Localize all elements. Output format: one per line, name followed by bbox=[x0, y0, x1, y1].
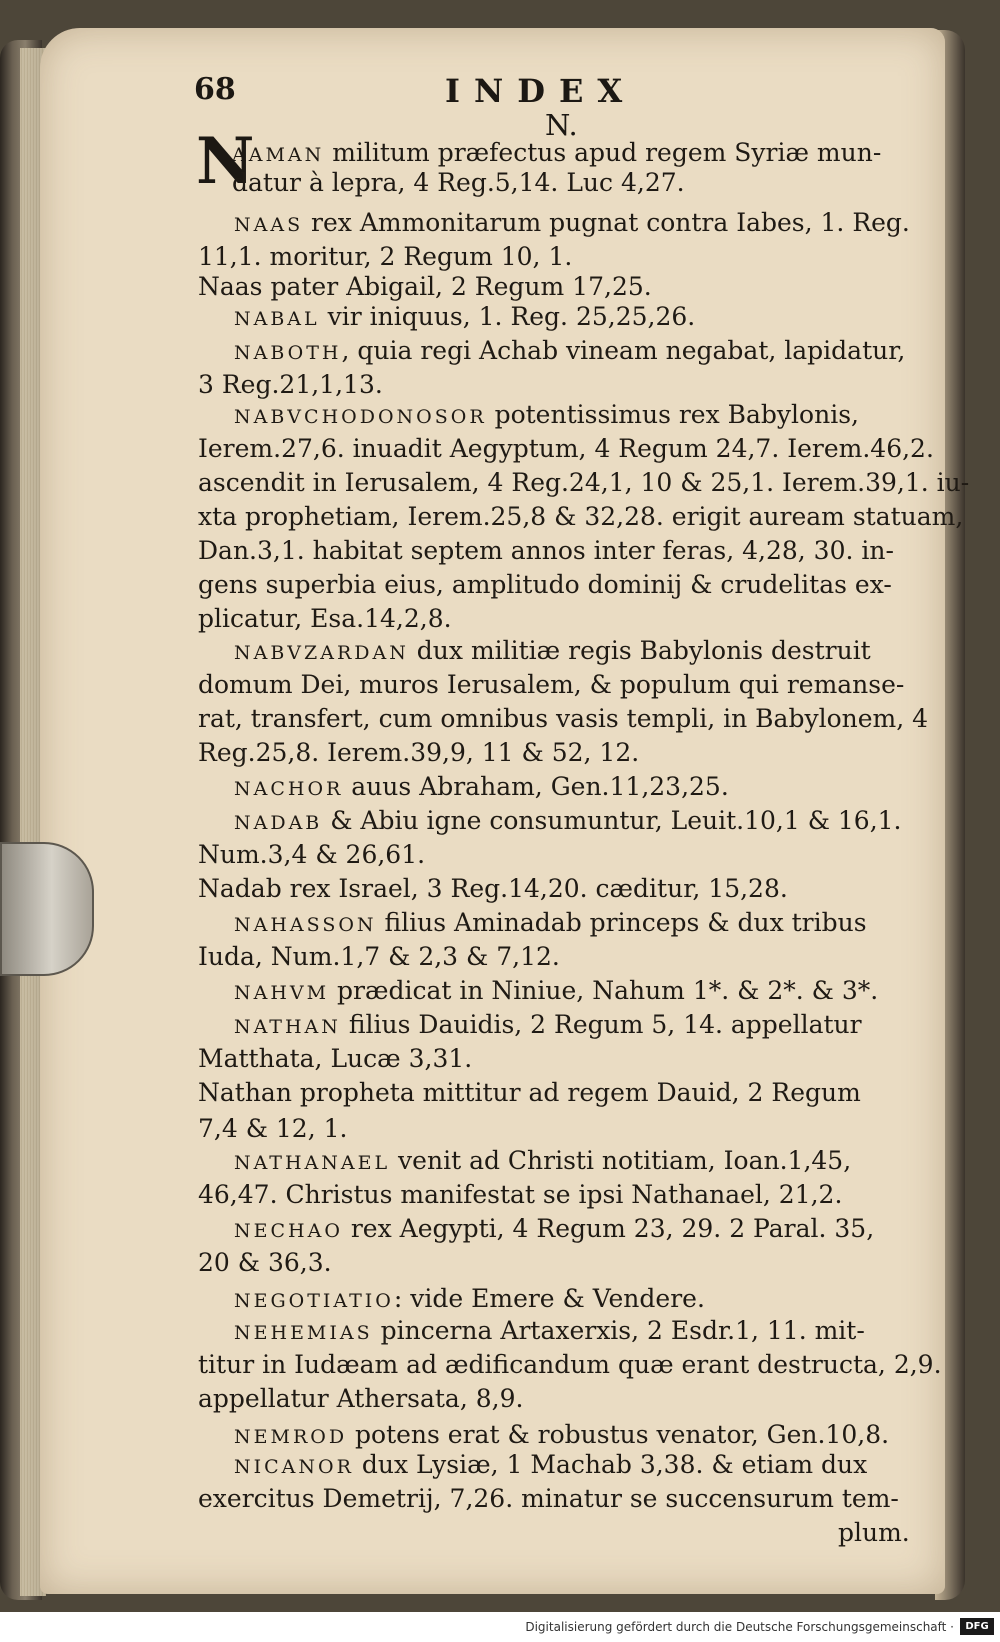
entry-headword: NABAL bbox=[234, 308, 320, 330]
index-line bbox=[234, 636, 871, 668]
entry-text: 20 & 36,3. bbox=[198, 1248, 332, 1277]
footer-credit: Digitalisierung gefördert durch die Deutsche Forschungsgemeinschaft · bbox=[525, 1620, 954, 1634]
index-line bbox=[198, 468, 969, 498]
index-line bbox=[198, 502, 963, 532]
index-line bbox=[198, 1114, 347, 1144]
entry-text: Matthata, Lucæ 3,31. bbox=[198, 1044, 473, 1073]
entry-text: militum præfectus apud regem Syriæ mun- bbox=[324, 138, 882, 167]
index-line bbox=[234, 1284, 705, 1316]
entry-text: 46,47. Christus manifestat se ipsi Nathanael, 21,2. bbox=[198, 1180, 843, 1209]
index-line bbox=[198, 1484, 899, 1514]
index-line bbox=[234, 1450, 867, 1482]
index-line bbox=[838, 1518, 910, 1548]
footer bbox=[0, 1612, 1000, 1642]
entry-text: potentissimus rex Babylonis, bbox=[486, 400, 859, 429]
entry-text: plum. bbox=[838, 1518, 910, 1547]
entry-text: auus Abraham, Gen.11,23,25. bbox=[343, 772, 729, 801]
entry-text: datur à lepra, 4 Reg.5,14. Luc 4,27. bbox=[232, 168, 685, 197]
index-line bbox=[198, 536, 894, 566]
entry-headword: NAHVM bbox=[234, 982, 330, 1004]
entry-text: : vide Emere & Vendere. bbox=[393, 1284, 705, 1313]
entry-text: filius Dauidis, 2 Regum 5, 14. appellatur bbox=[340, 1010, 862, 1039]
index-line bbox=[234, 806, 902, 838]
entry-text: Iuda, Num.1,7 & 2,3 & 7,12. bbox=[198, 942, 560, 971]
index-line bbox=[198, 1384, 523, 1414]
running-head: INDEX bbox=[445, 72, 637, 110]
drop-cap: N bbox=[196, 124, 255, 199]
entry-headword: NEHEMIAS bbox=[234, 1322, 373, 1344]
index-line bbox=[198, 942, 560, 972]
entry-text: 11,1. moritur, 2 Regum 10, 1. bbox=[198, 242, 573, 271]
entry-text: domum Dei, muros Ierusalem, & populum qui remanse- bbox=[198, 670, 905, 699]
book-clasp bbox=[0, 842, 94, 976]
entry-text: titur in Iudæam ad ædificandum quæ erant destructa, 2,9. bbox=[198, 1350, 942, 1379]
index-line bbox=[234, 1420, 889, 1452]
entry-text: pincerna Artaxerxis, 2 Esdr.1, 11. mit- bbox=[372, 1316, 865, 1345]
entry-text: venit ad Christi notitiam, Ioan.1,45, bbox=[390, 1146, 852, 1175]
index-line bbox=[234, 1146, 851, 1178]
entry-text: Reg.25,8. Ierem.39,9, 11 & 52, 12. bbox=[198, 738, 640, 767]
entry-text: exercitus Demetrij, 7,26. minatur se succensurum tem- bbox=[198, 1484, 899, 1513]
entry-text: , quia regi Achab vineam negabat, lapidatur, bbox=[341, 336, 906, 365]
entry-headword: NABVZARDAN bbox=[234, 642, 409, 664]
entry-headword: NECHAO bbox=[234, 1220, 343, 1242]
section-letter: N. bbox=[545, 108, 578, 142]
entry-text: Num.3,4 & 26,61. bbox=[198, 840, 426, 869]
index-line bbox=[234, 1010, 862, 1042]
index-line bbox=[234, 976, 878, 1008]
index-line bbox=[198, 1078, 861, 1108]
entry-headword: NABOTH bbox=[234, 342, 342, 364]
index-line bbox=[198, 370, 383, 400]
index-line bbox=[198, 670, 904, 700]
entry-headword: NADAB bbox=[234, 812, 323, 834]
index-line bbox=[198, 704, 928, 734]
entry-headword: NAHASSON bbox=[234, 914, 377, 936]
index-line bbox=[234, 400, 859, 432]
index-line bbox=[198, 604, 452, 634]
entry-headword: NICANOR bbox=[234, 1456, 354, 1478]
index-line bbox=[234, 1214, 874, 1246]
entry-text: gens superbia eius, amplitudo dominij & crudelitas ex- bbox=[198, 570, 892, 599]
entry-text: dux Lysiæ, 1 Machab 3,38. & etiam dux bbox=[353, 1450, 868, 1479]
index-line bbox=[198, 1350, 942, 1380]
entry-text: dux militiæ regis Babylonis destruit bbox=[408, 636, 871, 665]
index-line bbox=[198, 840, 425, 870]
entry-text: Nadab rex Israel, 3 Reg.14,20. cæditur, 15,28. bbox=[198, 874, 788, 903]
entry-headword: NABVCHODONOSOR bbox=[234, 406, 487, 428]
entry-text: ascendit in Ierusalem, 4 Reg.24,1, 10 & 25,1. Ierem.39,1. iu- bbox=[198, 468, 970, 497]
index-line bbox=[234, 772, 729, 804]
index-line bbox=[198, 1044, 472, 1074]
index-line bbox=[234, 908, 867, 940]
entry-text: Dan.3,1. habitat septem annos inter feras, 4,28, 30. in- bbox=[198, 536, 894, 565]
entry-text: Naas pater Abigail, 2 Regum 17,25. bbox=[198, 272, 652, 301]
index-line bbox=[198, 1248, 332, 1278]
entry-text: & Abiu igne consumuntur, Leuit.10,1 & 16,1. bbox=[322, 806, 902, 835]
entry-text: vir iniquus, 1. Reg. 25,25,26. bbox=[319, 302, 696, 331]
entry-headword: NATHANAEL bbox=[234, 1152, 391, 1174]
index-line bbox=[232, 168, 685, 198]
entry-text: appellatur Athersata, 8,9. bbox=[198, 1384, 524, 1413]
entry-headword: NEGOTIATIO bbox=[234, 1290, 394, 1312]
entry-text: potens erat & robustus venator, Gen.10,8. bbox=[347, 1420, 890, 1449]
entry-text: xta prophetiam, Ierem.25,8 & 32,28. erigit auream statuam, bbox=[198, 502, 964, 531]
index-line bbox=[198, 242, 572, 272]
entry-text: Ierem.27,6. inuadit Aegyptum, 4 Regum 24,7. Ierem.46,2. bbox=[198, 434, 934, 463]
index-line bbox=[234, 336, 905, 368]
entry-text: filius Aminadab princeps & dux tribus bbox=[376, 908, 867, 937]
index-line bbox=[198, 434, 934, 464]
page-number: 68 bbox=[194, 72, 236, 107]
index-line bbox=[198, 272, 652, 302]
index-line bbox=[198, 1180, 842, 1210]
entry-text: rex Ammonitarum pugnat contra Iabes, 1. Reg. bbox=[303, 208, 910, 237]
entry-text: plicatur, Esa.14,2,8. bbox=[198, 604, 452, 633]
entry-headword: NATHAN bbox=[234, 1016, 341, 1038]
entry-text: 7,4 & 12, 1. bbox=[198, 1114, 348, 1143]
entry-headword: NEMROD bbox=[234, 1426, 348, 1448]
entry-text: Nathan propheta mittitur ad regem Dauid, 2 Regum bbox=[198, 1078, 861, 1107]
index-line bbox=[198, 738, 639, 768]
index-line bbox=[234, 208, 910, 240]
index-line bbox=[234, 302, 695, 334]
entry-headword: NAAS bbox=[234, 214, 304, 236]
index-line bbox=[198, 874, 788, 904]
entry-headword: AAMAN bbox=[232, 144, 325, 166]
entry-text: rat, transfert, cum omnibus vasis templi, in Babylonem, 4 bbox=[198, 704, 929, 733]
entry-text: prædicat in Niniue, Nahum 1*. & 2*. & 3*. bbox=[329, 976, 879, 1005]
entry-text: rex Aegypti, 4 Regum 23, 29. 2 Paral. 35, bbox=[342, 1214, 875, 1243]
index-line bbox=[234, 1316, 865, 1348]
index-line bbox=[198, 570, 892, 600]
entry-text: 3 Reg.21,1,13. bbox=[198, 370, 383, 399]
dfg-logo: DFG bbox=[960, 1618, 994, 1635]
entry-headword: NACHOR bbox=[234, 778, 344, 800]
